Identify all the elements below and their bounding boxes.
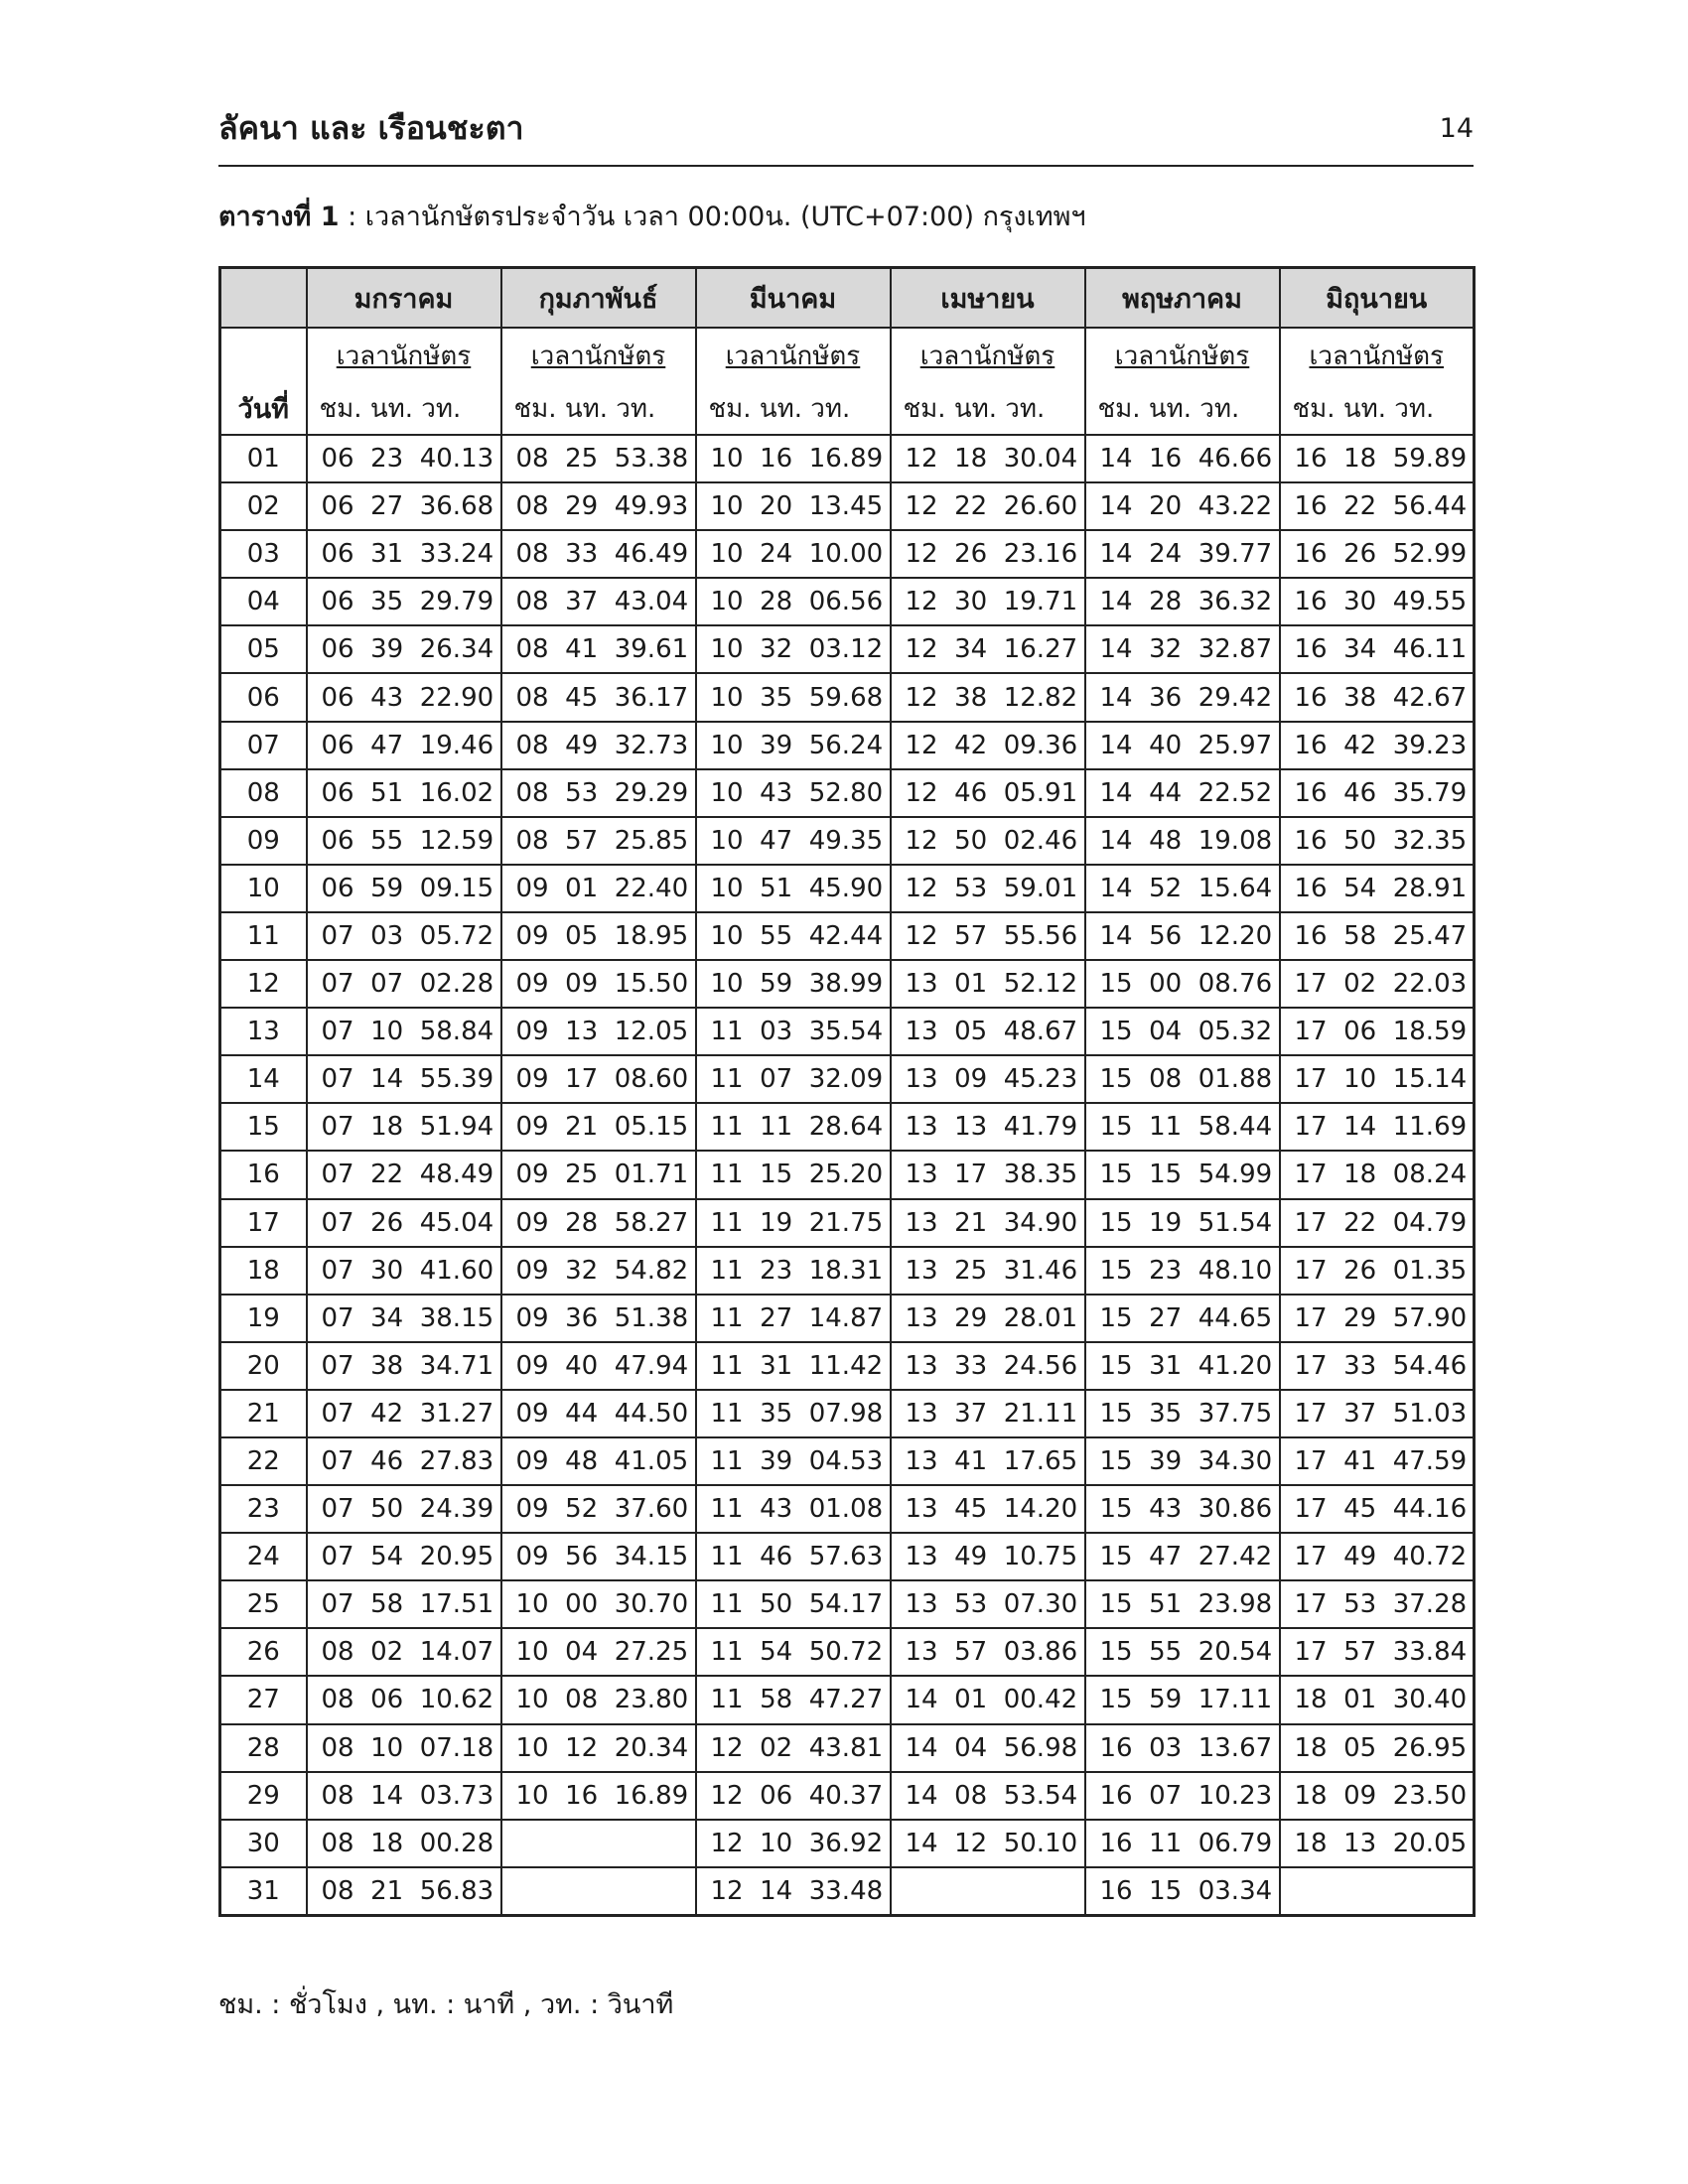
sidereal-time-cell: 16 42 39.23 [1280, 722, 1475, 769]
sidereal-time-cell: 10 20 13.45 [696, 482, 891, 530]
sidereal-time-cell: 12 02 43.81 [696, 1724, 891, 1772]
table-row [220, 960, 1475, 1008]
sidereal-time-cell: 13 01 52.12 [891, 960, 1085, 1008]
day-cell: 06 [220, 673, 307, 721]
sidereal-time-cell: 06 27 36.68 [307, 482, 501, 530]
sidereal-time-cell: 16 50 32.35 [1280, 817, 1475, 865]
corner-cell [220, 268, 307, 329]
day-cell: 24 [220, 1533, 307, 1580]
page-header [218, 99, 1474, 167]
sub-header-text: เวลานักษัตร [919, 341, 1055, 371]
sidereal-time-cell: 13 41 17.65 [891, 1437, 1085, 1485]
sidereal-time-cell: 11 58 47.27 [696, 1676, 891, 1723]
sidereal-time-cell: 10 39 56.24 [696, 722, 891, 769]
sidereal-time-cell: 13 29 28.01 [891, 1295, 1085, 1342]
sidereal-time-cell: 10 59 38.99 [696, 960, 891, 1008]
sub-header-label [1085, 328, 1280, 382]
sidereal-time-cell: 12 06 40.37 [696, 1772, 891, 1820]
sidereal-time-cell: 08 18 00.28 [307, 1820, 501, 1867]
sidereal-time-cell: 09 05 18.95 [501, 912, 696, 960]
month-header: มิถุนายน [1280, 268, 1475, 329]
sidereal-time-cell: 17 57 33.84 [1280, 1628, 1475, 1676]
table-caption [218, 195, 1086, 237]
day-cell: 20 [220, 1342, 307, 1390]
sidereal-time-cell: 16 46 35.79 [1280, 769, 1475, 817]
sidereal-time-cell: 10 04 27.25 [501, 1628, 696, 1676]
sidereal-time-cell: 08 25 53.38 [501, 435, 696, 482]
sidereal-time-cell: 08 33 46.49 [501, 530, 696, 578]
sidereal-time-cell: 06 51 16.02 [307, 769, 501, 817]
sidereal-time-cell: 10 16 16.89 [501, 1772, 696, 1820]
sidereal-time-cell: 09 09 15.50 [501, 960, 696, 1008]
sub-header-text: เวลานักษัตร [336, 341, 472, 371]
table-row [220, 1628, 1475, 1676]
sidereal-time-cell [501, 1867, 696, 1916]
sidereal-time-cell: 12 30 19.71 [891, 578, 1085, 625]
sidereal-time-cell: 13 21 34.90 [891, 1199, 1085, 1247]
sidereal-time-cell: 09 32 54.82 [501, 1247, 696, 1295]
sidereal-time-cell: 10 55 42.44 [696, 912, 891, 960]
day-cell: 04 [220, 578, 307, 625]
table-row [220, 1342, 1475, 1390]
table-row [220, 1820, 1475, 1867]
day-cell: 12 [220, 960, 307, 1008]
sidereal-time-cell: 07 54 20.95 [307, 1533, 501, 1580]
sidereal-time-cell: 17 37 51.03 [1280, 1390, 1475, 1437]
sidereal-time-cell: 14 16 46.66 [1085, 435, 1280, 482]
sidereal-time-cell: 16 15 03.34 [1085, 1867, 1280, 1916]
sidereal-time-cell: 08 45 36.17 [501, 673, 696, 721]
sidereal-time-cell: 11 07 32.09 [696, 1055, 891, 1103]
day-cell: 14 [220, 1055, 307, 1103]
day-cell: 29 [220, 1772, 307, 1820]
sidereal-time-cell: 07 22 48.49 [307, 1151, 501, 1198]
sidereal-time-cell: 07 10 58.84 [307, 1008, 501, 1055]
sidereal-time-cell: 09 25 01.71 [501, 1151, 696, 1198]
table-row [220, 1580, 1475, 1628]
sidereal-time-cell: 07 42 31.27 [307, 1390, 501, 1437]
day-cell: 11 [220, 912, 307, 960]
sidereal-time-cell: 09 44 44.50 [501, 1390, 696, 1437]
sidereal-time-cell: 12 46 05.91 [891, 769, 1085, 817]
sidereal-time-cell: 08 06 10.62 [307, 1676, 501, 1723]
sidereal-time-cell: 08 14 03.73 [307, 1772, 501, 1820]
day-header: วันที่ [220, 382, 307, 435]
sidereal-time-cell: 16 18 59.89 [1280, 435, 1475, 482]
sidereal-time-cell: 09 40 47.94 [501, 1342, 696, 1390]
sidereal-time-cell: 09 21 05.15 [501, 1103, 696, 1151]
sub-header-text: เวลานักษัตร [530, 341, 666, 371]
sidereal-time-cell: 10 08 23.80 [501, 1676, 696, 1723]
unit-header: ชม. นท. วท. [696, 382, 891, 435]
table-row [220, 1103, 1475, 1151]
sidereal-time-cell: 11 03 35.54 [696, 1008, 891, 1055]
month-header-row [220, 268, 1475, 329]
sidereal-time-cell: 16 03 13.67 [1085, 1724, 1280, 1772]
sidereal-time-cell: 14 56 12.20 [1085, 912, 1280, 960]
day-cell: 07 [220, 722, 307, 769]
sidereal-time-cell: 14 20 43.22 [1085, 482, 1280, 530]
sidereal-time-cell: 08 21 56.83 [307, 1867, 501, 1916]
month-header: เมษายน [891, 268, 1085, 329]
sidereal-time-cell: 09 01 22.40 [501, 865, 696, 912]
sidereal-time-cell: 11 27 14.87 [696, 1295, 891, 1342]
sidereal-time-cell: 14 48 19.08 [1085, 817, 1280, 865]
month-header: พฤษภาคม [1085, 268, 1280, 329]
table-row [220, 1008, 1475, 1055]
table-row [220, 530, 1475, 578]
table-row [220, 722, 1475, 769]
sidereal-time-cell: 14 40 25.97 [1085, 722, 1280, 769]
table-row [220, 673, 1475, 721]
table-row [220, 1295, 1475, 1342]
month-header: มีนาคม [696, 268, 891, 329]
sidereal-time-cell: 06 23 40.13 [307, 435, 501, 482]
sidereal-time-cell: 17 10 15.14 [1280, 1055, 1475, 1103]
day-cell: 26 [220, 1628, 307, 1676]
sidereal-time-cell: 12 26 23.16 [891, 530, 1085, 578]
table-row [220, 1724, 1475, 1772]
day-cell: 22 [220, 1437, 307, 1485]
sidereal-time-cell: 08 10 07.18 [307, 1724, 501, 1772]
table-row [220, 482, 1475, 530]
sidereal-time-cell: 17 45 44.16 [1280, 1485, 1475, 1533]
sidereal-time-cell: 17 41 47.59 [1280, 1437, 1475, 1485]
sidereal-time-cell: 10 51 45.90 [696, 865, 891, 912]
sidereal-time-cell: 14 28 36.32 [1085, 578, 1280, 625]
sub-header-label [501, 328, 696, 382]
sidereal-time-cell: 11 54 50.72 [696, 1628, 891, 1676]
sub-header-text: เวลานักษัตร [1114, 341, 1250, 371]
sidereal-time-cell: 06 59 09.15 [307, 865, 501, 912]
day-cell: 10 [220, 865, 307, 912]
sidereal-time-cell: 09 28 58.27 [501, 1199, 696, 1247]
sidereal-time-cell: 12 53 59.01 [891, 865, 1085, 912]
sidereal-time-cell: 11 39 04.53 [696, 1437, 891, 1485]
table-row [220, 435, 1475, 482]
month-header: มกราคม [307, 268, 501, 329]
sidereal-time-cell: 08 41 39.61 [501, 625, 696, 673]
sidereal-time-cell: 13 05 48.67 [891, 1008, 1085, 1055]
sidereal-time-cell: 13 33 24.56 [891, 1342, 1085, 1390]
sidereal-time-cell: 14 01 00.42 [891, 1676, 1085, 1723]
table-row [220, 769, 1475, 817]
sidereal-time-cell: 17 22 04.79 [1280, 1199, 1475, 1247]
sidereal-time-cell: 13 37 21.11 [891, 1390, 1085, 1437]
sidereal-time-cell: 16 54 28.91 [1280, 865, 1475, 912]
sidereal-time-cell: 10 32 03.12 [696, 625, 891, 673]
sidereal-time-cell: 17 14 11.69 [1280, 1103, 1475, 1151]
sidereal-time-cell: 17 18 08.24 [1280, 1151, 1475, 1198]
sidereal-time-cell: 09 17 08.60 [501, 1055, 696, 1103]
sidereal-time-cell: 14 44 22.52 [1085, 769, 1280, 817]
table-row [220, 1772, 1475, 1820]
day-cell: 05 [220, 625, 307, 673]
day-cell: 21 [220, 1390, 307, 1437]
sidereal-time-cell: 13 49 10.75 [891, 1533, 1085, 1580]
sidereal-time-cell: 18 01 30.40 [1280, 1676, 1475, 1723]
sidereal-time-cell [891, 1867, 1085, 1916]
sidereal-time-cell: 13 25 31.46 [891, 1247, 1085, 1295]
sidereal-time-table [218, 266, 1476, 1917]
sidereal-time-cell: 12 18 30.04 [891, 435, 1085, 482]
sidereal-time-cell: 11 23 18.31 [696, 1247, 891, 1295]
sidereal-time-cell: 15 04 05.32 [1085, 1008, 1280, 1055]
sidereal-time-cell: 17 06 18.59 [1280, 1008, 1475, 1055]
sidereal-time-cell: 16 34 46.11 [1280, 625, 1475, 673]
sidereal-time-cell: 06 39 26.34 [307, 625, 501, 673]
table-body [220, 435, 1475, 1915]
unit-header: ชม. นท. วท. [1280, 382, 1475, 435]
sidereal-time-cell: 09 36 51.38 [501, 1295, 696, 1342]
sub-header-row [220, 328, 1475, 382]
day-cell: 18 [220, 1247, 307, 1295]
sidereal-time-cell: 16 38 42.67 [1280, 673, 1475, 721]
day-cell: 23 [220, 1485, 307, 1533]
sidereal-time-cell: 16 11 06.79 [1085, 1820, 1280, 1867]
sidereal-time-cell: 06 55 12.59 [307, 817, 501, 865]
sidereal-time-cell: 09 13 12.05 [501, 1008, 696, 1055]
sidereal-time-cell: 12 57 55.56 [891, 912, 1085, 960]
sidereal-time-cell: 17 26 01.35 [1280, 1247, 1475, 1295]
sidereal-time-cell: 11 43 01.08 [696, 1485, 891, 1533]
sidereal-time-cell: 10 24 10.00 [696, 530, 891, 578]
sidereal-time-cell: 14 36 29.42 [1085, 673, 1280, 721]
sidereal-time-cell: 12 42 09.36 [891, 722, 1085, 769]
table-row [220, 625, 1475, 673]
sidereal-time-cell: 11 31 11.42 [696, 1342, 891, 1390]
sidereal-time-cell: 12 50 02.46 [891, 817, 1085, 865]
sidereal-time-cell: 10 12 20.34 [501, 1724, 696, 1772]
sub-header-label [891, 328, 1085, 382]
unit-header: ชม. นท. วท. [501, 382, 696, 435]
sidereal-time-cell: 07 18 51.94 [307, 1103, 501, 1151]
page-number: 14 [1439, 113, 1474, 144]
sidereal-time-cell: 15 11 58.44 [1085, 1103, 1280, 1151]
sub-header-label [1280, 328, 1475, 382]
sidereal-time-cell: 11 19 21.75 [696, 1199, 891, 1247]
sidereal-time-cell: 15 55 20.54 [1085, 1628, 1280, 1676]
day-cell: 03 [220, 530, 307, 578]
sidereal-time-cell: 07 46 27.83 [307, 1437, 501, 1485]
day-cell: 09 [220, 817, 307, 865]
sidereal-time-cell: 18 09 23.50 [1280, 1772, 1475, 1820]
sidereal-time-cell [501, 1820, 696, 1867]
sidereal-time-cell: 07 34 38.15 [307, 1295, 501, 1342]
sidereal-time-cell: 11 11 28.64 [696, 1103, 891, 1151]
sidereal-time-cell: 08 02 14.07 [307, 1628, 501, 1676]
unit-header: ชม. นท. วท. [1085, 382, 1280, 435]
sidereal-time-cell: 10 43 52.80 [696, 769, 891, 817]
sidereal-time-cell: 13 17 38.35 [891, 1151, 1085, 1198]
day-cell: 30 [220, 1820, 307, 1867]
sidereal-time-cell: 13 57 03.86 [891, 1628, 1085, 1676]
sidereal-time-cell: 15 59 17.11 [1085, 1676, 1280, 1723]
table-row [220, 1247, 1475, 1295]
sidereal-time-cell: 14 12 50.10 [891, 1820, 1085, 1867]
sidereal-time-cell: 12 38 12.82 [891, 673, 1085, 721]
sidereal-time-cell: 09 48 41.05 [501, 1437, 696, 1485]
sidereal-time-cell: 15 51 23.98 [1085, 1580, 1280, 1628]
sidereal-time-cell: 10 47 49.35 [696, 817, 891, 865]
sub-header-text: เวลานักษัตร [1309, 341, 1445, 371]
day-cell: 13 [220, 1008, 307, 1055]
sidereal-time-cell: 15 15 54.99 [1085, 1151, 1280, 1198]
sidereal-time-cell: 15 31 41.20 [1085, 1342, 1280, 1390]
day-cell: 16 [220, 1151, 307, 1198]
sidereal-time-cell: 15 27 44.65 [1085, 1295, 1280, 1342]
sidereal-time-cell: 10 16 16.89 [696, 435, 891, 482]
sidereal-time-cell: 09 52 37.60 [501, 1485, 696, 1533]
day-cell: 28 [220, 1724, 307, 1772]
day-cell: 31 [220, 1867, 307, 1916]
caption-text: : เวลานักษัตรประจำวัน เวลา 00:00น. (UTC+07:00) กรุงเทพฯ [339, 202, 1086, 232]
sidereal-time-cell: 08 29 49.93 [501, 482, 696, 530]
sidereal-time-cell: 07 30 41.60 [307, 1247, 501, 1295]
sidereal-time-cell: 15 19 51.54 [1085, 1199, 1280, 1247]
sidereal-time-cell: 07 26 45.04 [307, 1199, 501, 1247]
sidereal-time-cell: 15 47 27.42 [1085, 1533, 1280, 1580]
sidereal-time-cell: 07 03 05.72 [307, 912, 501, 960]
sidereal-time-cell: 17 29 57.90 [1280, 1295, 1475, 1342]
sidereal-time-cell: 17 49 40.72 [1280, 1533, 1475, 1580]
day-header-top [220, 328, 307, 382]
unit-header-row [220, 382, 1475, 435]
header-title: ลัคนา และ เรือนชะตา [218, 109, 524, 147]
caption-label: ตารางที่ 1 [218, 202, 340, 232]
day-cell: 15 [220, 1103, 307, 1151]
table-row [220, 1437, 1475, 1485]
sidereal-time-cell: 18 13 20.05 [1280, 1820, 1475, 1867]
sub-header-text: เวลานักษัตร [725, 341, 861, 371]
sidereal-time-cell: 11 15 25.20 [696, 1151, 891, 1198]
sub-header-label [696, 328, 891, 382]
sidereal-time-cell: 16 26 52.99 [1280, 530, 1475, 578]
unit-header: ชม. นท. วท. [307, 382, 501, 435]
sidereal-time-cell: 08 37 43.04 [501, 578, 696, 625]
sidereal-time-cell: 08 57 25.85 [501, 817, 696, 865]
footnote: ชม. : ชั่วโมง , นท. : นาที , วท. : วินาที [218, 1989, 674, 2020]
table-row [220, 1867, 1475, 1916]
sidereal-time-cell: 14 52 15.64 [1085, 865, 1280, 912]
sidereal-time-cell: 15 39 34.30 [1085, 1437, 1280, 1485]
table-row [220, 1390, 1475, 1437]
sidereal-time-cell: 16 58 25.47 [1280, 912, 1475, 960]
sub-header-label [307, 328, 501, 382]
table-row [220, 1151, 1475, 1198]
day-cell: 01 [220, 435, 307, 482]
sidereal-time-cell: 12 14 33.48 [696, 1867, 891, 1916]
table-row [220, 1485, 1475, 1533]
table-row [220, 1676, 1475, 1723]
table-row [220, 817, 1475, 865]
sidereal-time-cell: 09 56 34.15 [501, 1533, 696, 1580]
day-cell: 17 [220, 1199, 307, 1247]
sidereal-time-cell: 14 32 32.87 [1085, 625, 1280, 673]
sidereal-time-cell: 17 02 22.03 [1280, 960, 1475, 1008]
sidereal-time-cell: 18 05 26.95 [1280, 1724, 1475, 1772]
sidereal-time-cell: 12 22 26.60 [891, 482, 1085, 530]
sidereal-time-cell: 14 24 39.77 [1085, 530, 1280, 578]
sidereal-time-cell: 16 07 10.23 [1085, 1772, 1280, 1820]
table-row [220, 912, 1475, 960]
day-cell: 27 [220, 1676, 307, 1723]
table-row [220, 1199, 1475, 1247]
sidereal-time-cell: 12 10 36.92 [696, 1820, 891, 1867]
sidereal-time-cell: 10 35 59.68 [696, 673, 891, 721]
sidereal-time-cell [1280, 1867, 1475, 1916]
sidereal-time-cell: 17 33 54.46 [1280, 1342, 1475, 1390]
sidereal-time-cell: 08 53 29.29 [501, 769, 696, 817]
sidereal-time-cell: 14 08 53.54 [891, 1772, 1085, 1820]
sidereal-time-cell: 15 35 37.75 [1085, 1390, 1280, 1437]
sidereal-time-cell: 15 00 08.76 [1085, 960, 1280, 1008]
sidereal-time-cell: 17 53 37.28 [1280, 1580, 1475, 1628]
table-row [220, 1533, 1475, 1580]
sidereal-time-cell: 10 00 30.70 [501, 1580, 696, 1628]
sidereal-time-cell: 08 49 32.73 [501, 722, 696, 769]
sidereal-time-cell: 06 47 19.46 [307, 722, 501, 769]
sidereal-time-cell: 06 43 22.90 [307, 673, 501, 721]
sidereal-time-cell: 15 43 30.86 [1085, 1485, 1280, 1533]
sidereal-time-cell: 06 31 33.24 [307, 530, 501, 578]
sidereal-time-cell: 11 50 54.17 [696, 1580, 891, 1628]
sidereal-time-cell: 16 30 49.55 [1280, 578, 1475, 625]
sidereal-time-cell: 14 04 56.98 [891, 1724, 1085, 1772]
sidereal-time-cell: 07 14 55.39 [307, 1055, 501, 1103]
month-header: กุมภาพันธ์ [501, 268, 696, 329]
sidereal-time-cell: 15 23 48.10 [1085, 1247, 1280, 1295]
sidereal-time-cell: 06 35 29.79 [307, 578, 501, 625]
sidereal-time-cell: 07 07 02.28 [307, 960, 501, 1008]
sidereal-time-cell: 13 45 14.20 [891, 1485, 1085, 1533]
sidereal-time-cell: 12 34 16.27 [891, 625, 1085, 673]
day-cell: 19 [220, 1295, 307, 1342]
day-cell: 02 [220, 482, 307, 530]
sidereal-time-cell: 10 28 06.56 [696, 578, 891, 625]
table-row [220, 1055, 1475, 1103]
sidereal-time-cell: 13 09 45.23 [891, 1055, 1085, 1103]
sidereal-time-cell: 07 38 34.71 [307, 1342, 501, 1390]
sidereal-time-cell: 11 46 57.63 [696, 1533, 891, 1580]
table-row [220, 578, 1475, 625]
sidereal-time-cell: 15 08 01.88 [1085, 1055, 1280, 1103]
sidereal-time-cell: 13 13 41.79 [891, 1103, 1085, 1151]
table-row [220, 865, 1475, 912]
sidereal-time-cell: 11 35 07.98 [696, 1390, 891, 1437]
sidereal-time-cell: 16 22 56.44 [1280, 482, 1475, 530]
sidereal-time-cell: 13 53 07.30 [891, 1580, 1085, 1628]
day-cell: 08 [220, 769, 307, 817]
sidereal-time-cell: 07 58 17.51 [307, 1580, 501, 1628]
unit-header: ชม. นท. วท. [891, 382, 1085, 435]
day-cell: 25 [220, 1580, 307, 1628]
sidereal-time-cell: 07 50 24.39 [307, 1485, 501, 1533]
